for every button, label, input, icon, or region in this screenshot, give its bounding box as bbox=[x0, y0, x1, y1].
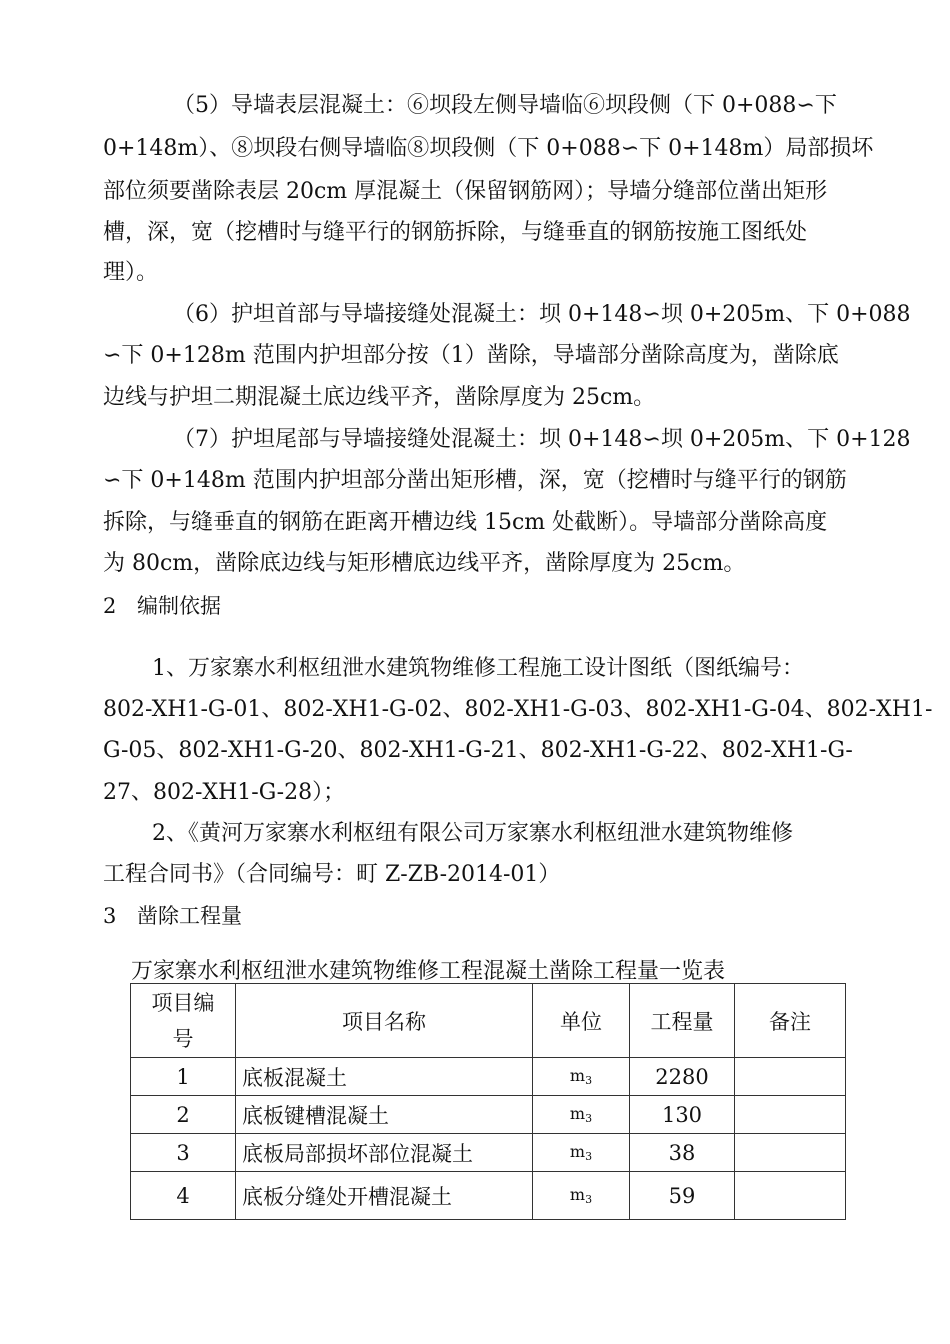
row-note bbox=[735, 1058, 846, 1096]
header-unit: 单位 bbox=[533, 984, 630, 1058]
row-unit-exponent: 3 bbox=[585, 1193, 593, 1206]
section-2-title: 编制依据 bbox=[137, 594, 221, 618]
row-unit-base: m bbox=[569, 1104, 586, 1123]
paragraph-6-line: （6）护坦首部与导墙接缝处混凝土：坝 0+148∽坝 0+205m、下 0+088 bbox=[173, 302, 911, 327]
paragraph-6-line: ∽下 0+128m 范围内护坦部分按（1）凿除，导墙部分凿除高度为，凿除底 bbox=[103, 343, 839, 368]
row-number: 1 bbox=[131, 1058, 236, 1096]
paragraph-5-line: 部位须要凿除表层 20cm 厚混凝土（保留钢筋网）；导墙分缝部位凿出矩形 bbox=[103, 179, 828, 204]
quantity-table bbox=[130, 983, 846, 1220]
row-unit bbox=[533, 1172, 630, 1220]
row-name: 底板混凝土 bbox=[236, 1058, 533, 1096]
header-item-name: 项目名称 bbox=[236, 984, 533, 1058]
table-row bbox=[131, 1096, 846, 1134]
paragraph-5-line: （5）导墙表层混凝土：⑥坝段左侧导墙临⑥坝段侧（下 0+088∽下 bbox=[173, 93, 837, 118]
row-unit bbox=[533, 1134, 630, 1172]
table-row bbox=[131, 1172, 846, 1220]
table-row bbox=[131, 1058, 846, 1096]
row-name: 底板键槽混凝土 bbox=[236, 1096, 533, 1134]
row-unit-base: m bbox=[569, 1142, 586, 1161]
row-unit-exponent: 3 bbox=[585, 1112, 593, 1125]
row-unit bbox=[533, 1058, 630, 1096]
row-unit-base: m bbox=[569, 1066, 586, 1085]
reference-item-1-line: 1、万家寨水利枢纽泄水建筑物维修工程施工设计图纸（图纸编号： bbox=[152, 656, 804, 681]
row-quantity: 130 bbox=[630, 1096, 735, 1134]
header-item-number-line1: 项目编 bbox=[151, 990, 215, 1015]
reference-item-2-line: 2、《黄河万家寨水利枢纽有限公司万家寨水利枢纽泄水建筑物维修 bbox=[152, 821, 793, 846]
section-3-heading bbox=[103, 902, 242, 930]
paragraph-7-line: 为 80cm，凿除底边线与矩形槽底边线平齐，凿除厚度为 25cm。 bbox=[103, 551, 746, 576]
row-number: 2 bbox=[131, 1096, 236, 1134]
reference-item-1-line: 27、802-XH1-G-28）； bbox=[103, 780, 346, 805]
paragraph-5-line: 0+148m）、⑧坝段右侧导墙临⑧坝段侧（下 0+088∽下 0+148m）局部损坏 bbox=[103, 136, 874, 161]
paragraph-5-line: 理）。 bbox=[103, 260, 159, 285]
paragraph-7-line: 拆除，与缝垂直的钢筋在距离开槽边线 15cm 处截断）。导墙部分凿除高度 bbox=[103, 510, 828, 535]
row-unit-base: m bbox=[569, 1185, 586, 1204]
table-row bbox=[131, 1134, 846, 1172]
row-quantity: 59 bbox=[630, 1172, 735, 1220]
row-number: 4 bbox=[131, 1172, 236, 1220]
row-unit-exponent: 3 bbox=[585, 1150, 593, 1163]
row-note bbox=[735, 1134, 846, 1172]
paragraph-7-line: （7）护坦尾部与导墙接缝处混凝土：坝 0+148∽坝 0+205m、下 0+128 bbox=[173, 427, 911, 452]
row-note bbox=[735, 1172, 846, 1220]
header-quantity: 工程量 bbox=[630, 984, 735, 1058]
paragraph-7-line: ∽下 0+148m 范围内护坦部分凿出矩形槽，深，宽（挖槽时与缝平行的钢筋 bbox=[103, 468, 847, 493]
header-item-number-line2: 号 bbox=[172, 1026, 194, 1051]
reference-item-1-line: G-05、802-XH1-G-20、802-XH1-G-21、802-XH1-G-22、802-XH1-G- bbox=[103, 738, 853, 763]
row-quantity: 2280 bbox=[630, 1058, 735, 1096]
reference-item-1-line: 802-XH1-G-01、802-XH1-G-02、802-XH1-G-03、802-XH1-G-04、802-XH1- bbox=[103, 697, 933, 722]
table-caption: 万家寨水利枢纽泄水建筑物维修工程混凝土凿除工程量一览表 bbox=[131, 959, 726, 984]
section-2-heading bbox=[103, 592, 221, 620]
row-name: 底板局部损坏部位混凝土 bbox=[236, 1134, 533, 1172]
section-2-number: 2 bbox=[103, 594, 117, 618]
section-3-title: 凿除工程量 bbox=[137, 904, 242, 928]
paragraph-5-line: 槽，深，宽（挖槽时与缝平行的钢筋拆除，与缝垂直的钢筋按施工图纸处 bbox=[103, 220, 808, 245]
row-quantity: 38 bbox=[630, 1134, 735, 1172]
row-note bbox=[735, 1096, 846, 1134]
header-item-number bbox=[131, 984, 236, 1058]
section-3-number: 3 bbox=[103, 904, 117, 928]
row-unit-exponent: 3 bbox=[585, 1074, 593, 1087]
reference-item-2-line: 工程合同书》（合同编号：町 Z-ZB-2014-01） bbox=[103, 862, 561, 887]
row-unit bbox=[533, 1096, 630, 1134]
header-note: 备注 bbox=[735, 984, 846, 1058]
row-number: 3 bbox=[131, 1134, 236, 1172]
paragraph-6-line: 边线与护坦二期混凝土底边线平齐，凿除厚度为 25cm。 bbox=[103, 385, 656, 410]
row-name: 底板分缝处开槽混凝土 bbox=[236, 1172, 533, 1220]
table-header-row bbox=[131, 984, 846, 1058]
